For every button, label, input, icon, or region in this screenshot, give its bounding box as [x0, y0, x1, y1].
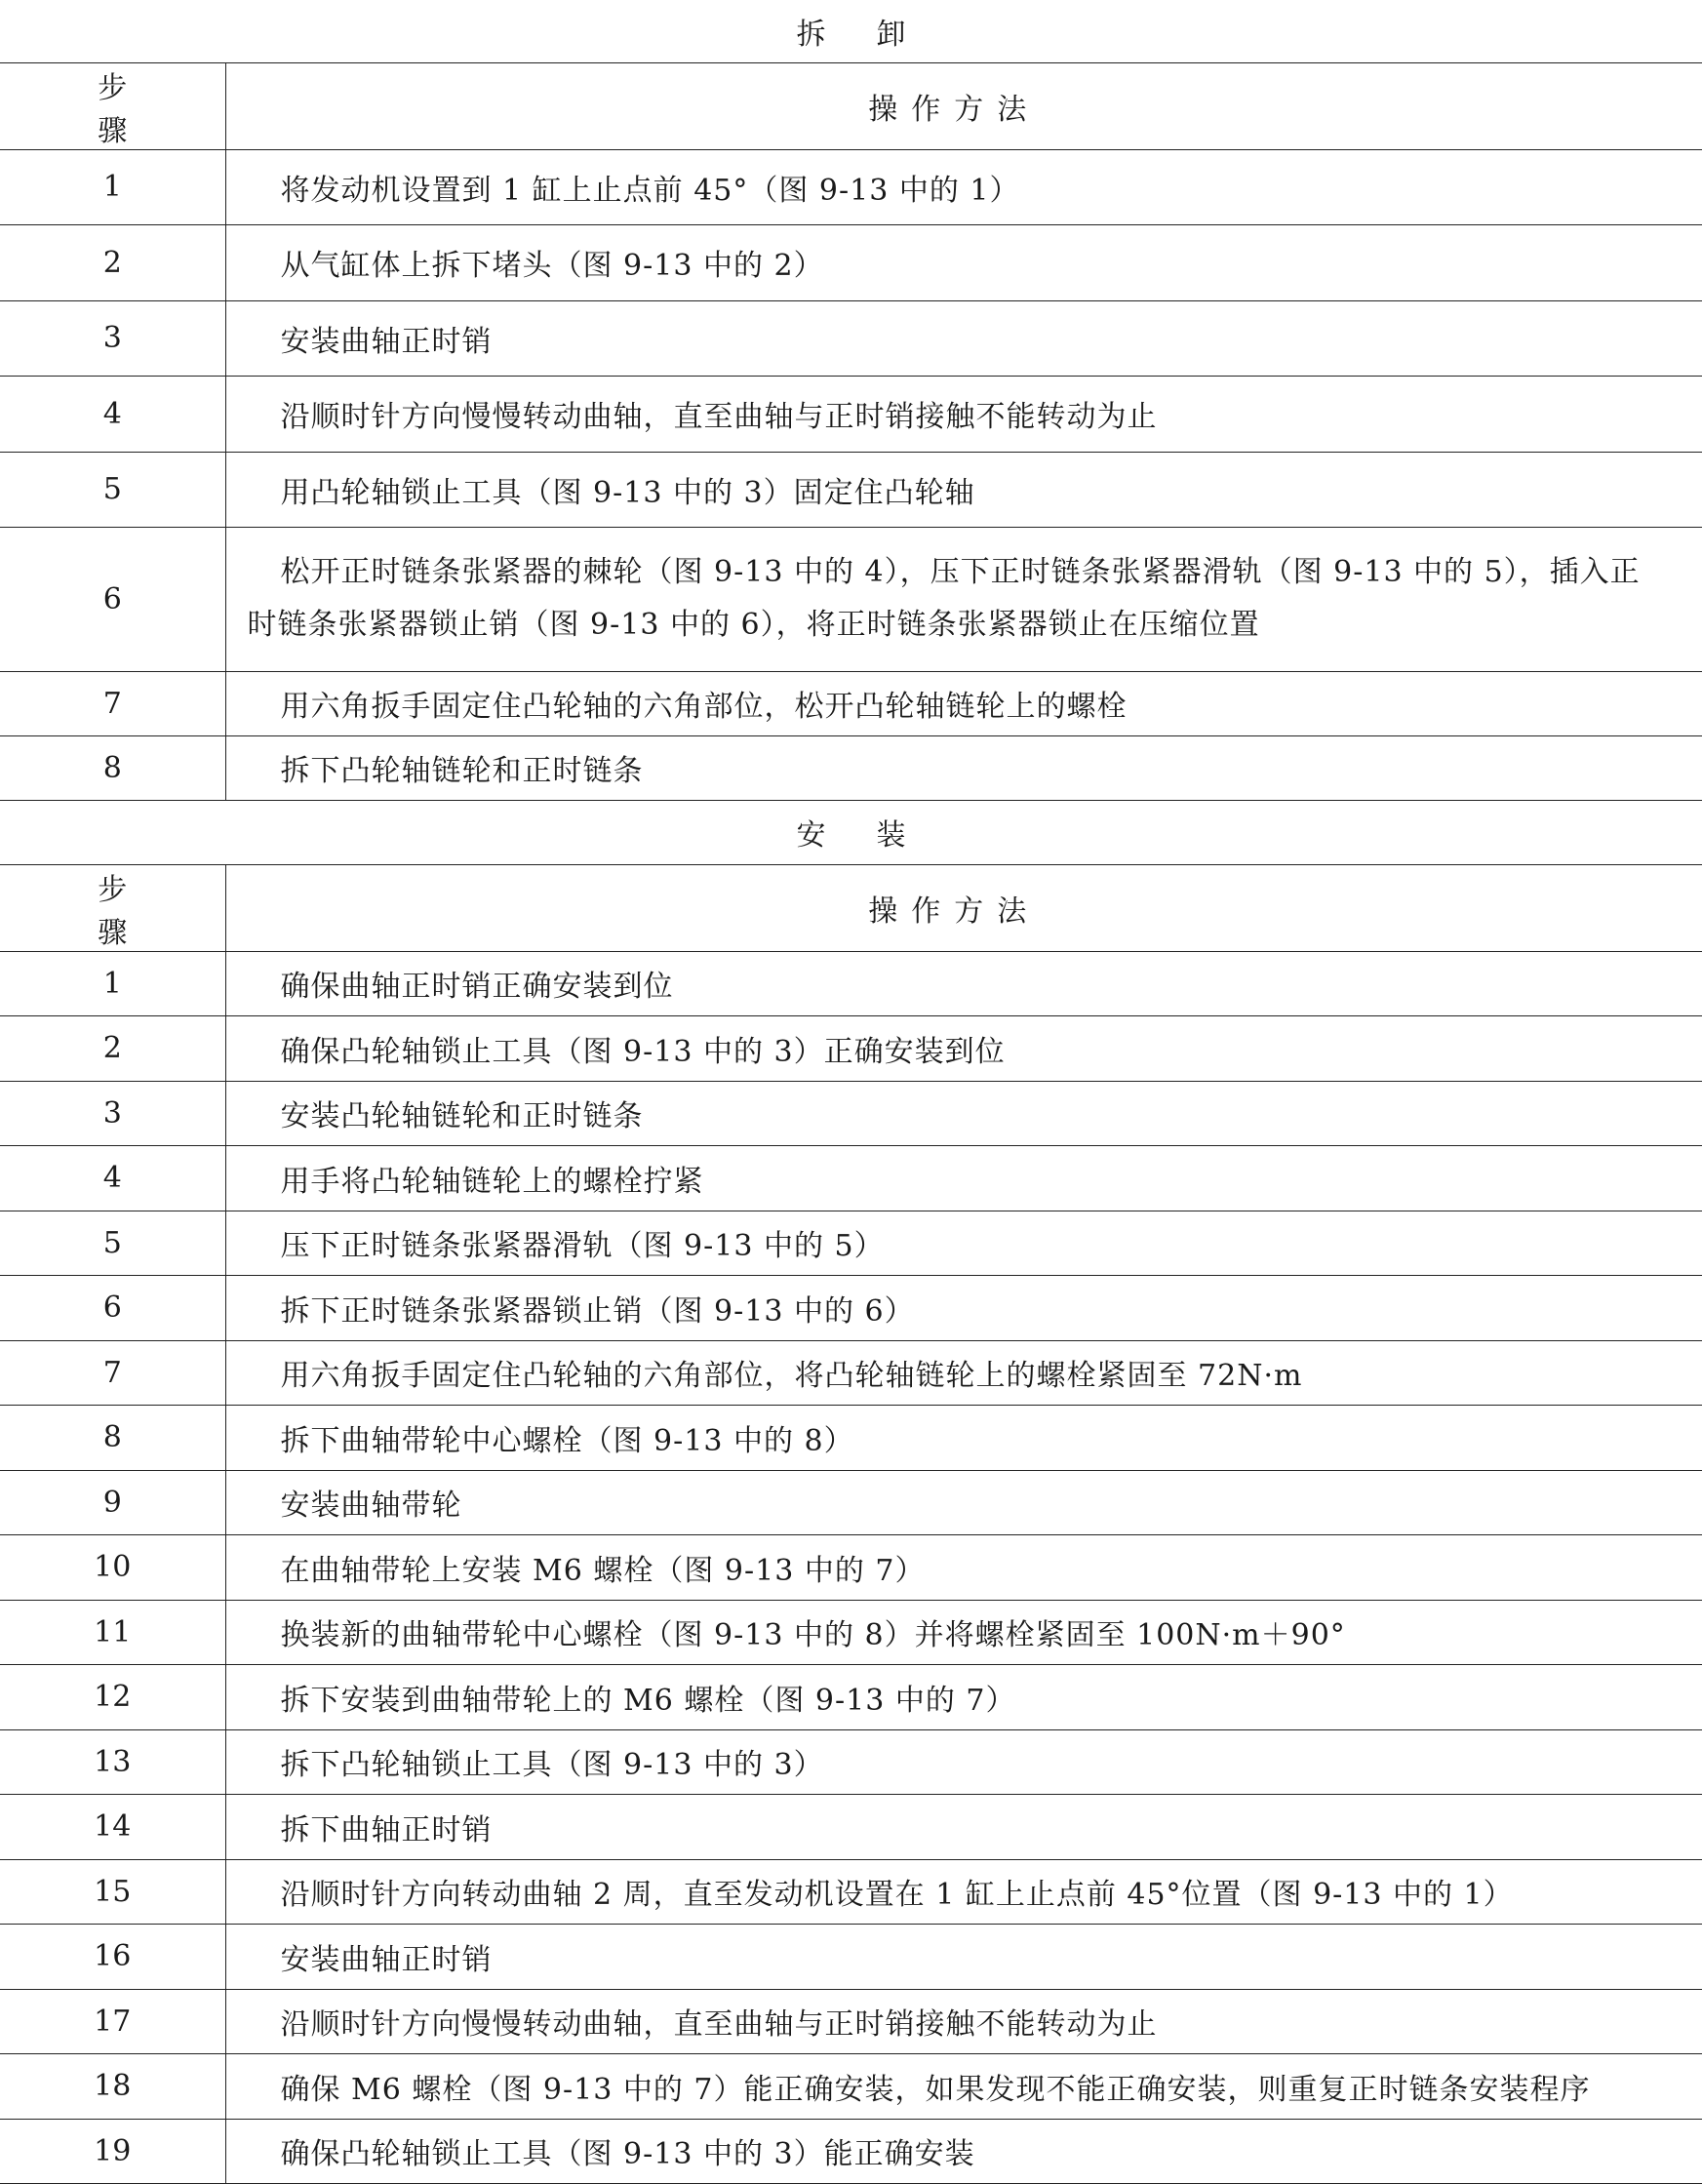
step-method: 压下正时链条张紧器滑轨（图 9-13 中的 5）: [225, 1211, 1702, 1275]
step-number: 9: [0, 1470, 225, 1534]
table-header-row: [0, 864, 1702, 951]
step-number: 18: [0, 2053, 225, 2119]
step-method: 用六角扳手固定住凸轮轴的六角部位，将凸轮轴链轮上的螺栓紧固至 72N·m: [225, 1340, 1702, 1405]
step-method: 在曲轴带轮上安装 M6 螺栓（图 9-13 中的 7）: [225, 1534, 1702, 1600]
table-row: [0, 2053, 1702, 2119]
table-row: [0, 2119, 1702, 2183]
table-row: [0, 1664, 1702, 1729]
step-method: 沿顺时针方向慢慢转动曲轴，直至曲轴与正时销接触不能转动为止: [225, 1989, 1702, 2053]
step-method: 拆下曲轴正时销: [225, 1794, 1702, 1859]
step-method: 沿顺时针方向慢慢转动曲轴，直至曲轴与正时销接触不能转动为止: [225, 376, 1702, 452]
table-row: [0, 1794, 1702, 1859]
step-number: 6: [0, 1275, 225, 1340]
step-method: 确保凸轮轴锁止工具（图 9-13 中的 3）正确安装到位: [225, 1015, 1702, 1081]
table-row: [0, 1470, 1702, 1534]
step-number: 13: [0, 1729, 225, 1794]
step-method: 换装新的曲轴带轮中心螺栓（图 9-13 中的 8）并将螺栓紧固至 100N·m＋90°: [225, 1600, 1702, 1664]
table-row: [0, 1600, 1702, 1664]
step-number: 4: [0, 1145, 225, 1211]
step-method-line: 时链条张紧器锁止销（图 9-13 中的 6），将正时链条张紧器锁止在压缩位置: [247, 608, 1260, 642]
removal-title: 拆卸: [0, 0, 1702, 62]
step-number: 19: [0, 2119, 225, 2183]
installation-title: 安装: [0, 800, 1702, 864]
step-number: 14: [0, 1794, 225, 1859]
table-row: [0, 1534, 1702, 1600]
step-number: 11: [0, 1600, 225, 1664]
step-method: 拆下正时链条张紧器锁止销（图 9-13 中的 6）: [225, 1275, 1702, 1340]
table-header-row: [0, 62, 1702, 149]
table-row: [0, 1924, 1702, 1989]
step-number: 3: [0, 1081, 225, 1145]
table-row: [0, 1859, 1702, 1924]
table-row: [0, 1015, 1702, 1081]
step-method: 沿顺时针方向转动曲轴 2 周，直至发动机设置在 1 缸上止点前 45°位置（图 9-13 中的 1）: [225, 1859, 1702, 1924]
step-method: 用凸轮轴锁止工具（图 9-13 中的 3）固定住凸轮轴: [225, 452, 1702, 527]
step-method: 确保 M6 螺栓（图 9-13 中的 7）能正确安装，如果发现不能正确安装，则重复正时链条安装程序: [225, 2053, 1702, 2119]
step-number: 8: [0, 1405, 225, 1470]
step-method: 拆下曲轴带轮中心螺栓（图 9-13 中的 8）: [225, 1405, 1702, 1470]
table-row: [0, 1081, 1702, 1145]
section-title-row: [0, 0, 1702, 62]
step-number: 5: [0, 452, 225, 527]
step-method: 拆下安装到曲轴带轮上的 M6 螺栓（图 9-13 中的 7）: [225, 1664, 1702, 1729]
method-header: 操作方法: [225, 864, 1702, 951]
step-number: 12: [0, 1664, 225, 1729]
step-method: 安装曲轴正时销: [225, 1924, 1702, 1989]
step-method: 确保凸轮轴锁止工具（图 9-13 中的 3）能正确安装: [225, 2119, 1702, 2183]
step-number: 2: [0, 224, 225, 300]
step-method-line: 松开正时链条张紧器的棘轮（图 9-13 中的 4），压下正时链条张紧器滑轨（图 9-13 中的 5），插入正: [280, 555, 1641, 589]
table-row: [0, 735, 1702, 800]
step-method: 安装曲轴带轮: [225, 1470, 1702, 1534]
table-row: [0, 951, 1702, 1015]
step-method: 安装曲轴正时销: [225, 300, 1702, 376]
step-number: 10: [0, 1534, 225, 1600]
table-row: [0, 300, 1702, 376]
method-header: 操作方法: [225, 62, 1702, 149]
step-number: 2: [0, 1015, 225, 1081]
table-row: [0, 452, 1702, 527]
step-number: 5: [0, 1211, 225, 1275]
table-row: [0, 1145, 1702, 1211]
step-method: 安装凸轮轴链轮和正时链条: [225, 1081, 1702, 1145]
step-number: 3: [0, 300, 225, 376]
step-number: 7: [0, 671, 225, 735]
section-title-row: [0, 800, 1702, 864]
step-number: 15: [0, 1859, 225, 1924]
step-number: 8: [0, 735, 225, 800]
step-number: 4: [0, 376, 225, 452]
step-method: 用六角扳手固定住凸轮轴的六角部位，松开凸轮轴链轮上的螺栓: [225, 671, 1702, 735]
table-row: [0, 1405, 1702, 1470]
step-header: 步骤: [0, 864, 225, 951]
step-number: 1: [0, 149, 225, 224]
table-row: [0, 671, 1702, 735]
step-method: [225, 527, 1702, 671]
step-method: 拆下凸轮轴锁止工具（图 9-13 中的 3）: [225, 1729, 1702, 1794]
step-method: 拆下凸轮轴链轮和正时链条: [225, 735, 1702, 800]
step-number: 1: [0, 951, 225, 1015]
step-number: 7: [0, 1340, 225, 1405]
step-method: 将发动机设置到 1 缸上止点前 45°（图 9-13 中的 1）: [225, 149, 1702, 224]
step-method: 从气缸体上拆下堵头（图 9-13 中的 2）: [225, 224, 1702, 300]
table-row: [0, 149, 1702, 224]
step-number: 17: [0, 1989, 225, 2053]
table-row: [0, 1340, 1702, 1405]
step-number: 16: [0, 1924, 225, 1989]
table-row: [0, 224, 1702, 300]
table-row: [0, 1211, 1702, 1275]
step-method: 确保曲轴正时销正确安装到位: [225, 951, 1702, 1015]
table-row: [0, 1989, 1702, 2053]
step-number: 6: [0, 527, 225, 671]
step-header: 步骤: [0, 62, 225, 149]
table-row: [0, 376, 1702, 452]
table-row: [0, 527, 1702, 671]
table-row: [0, 1729, 1702, 1794]
table-row: [0, 1275, 1702, 1340]
step-method: 用手将凸轮轴链轮上的螺栓拧紧: [225, 1145, 1702, 1211]
